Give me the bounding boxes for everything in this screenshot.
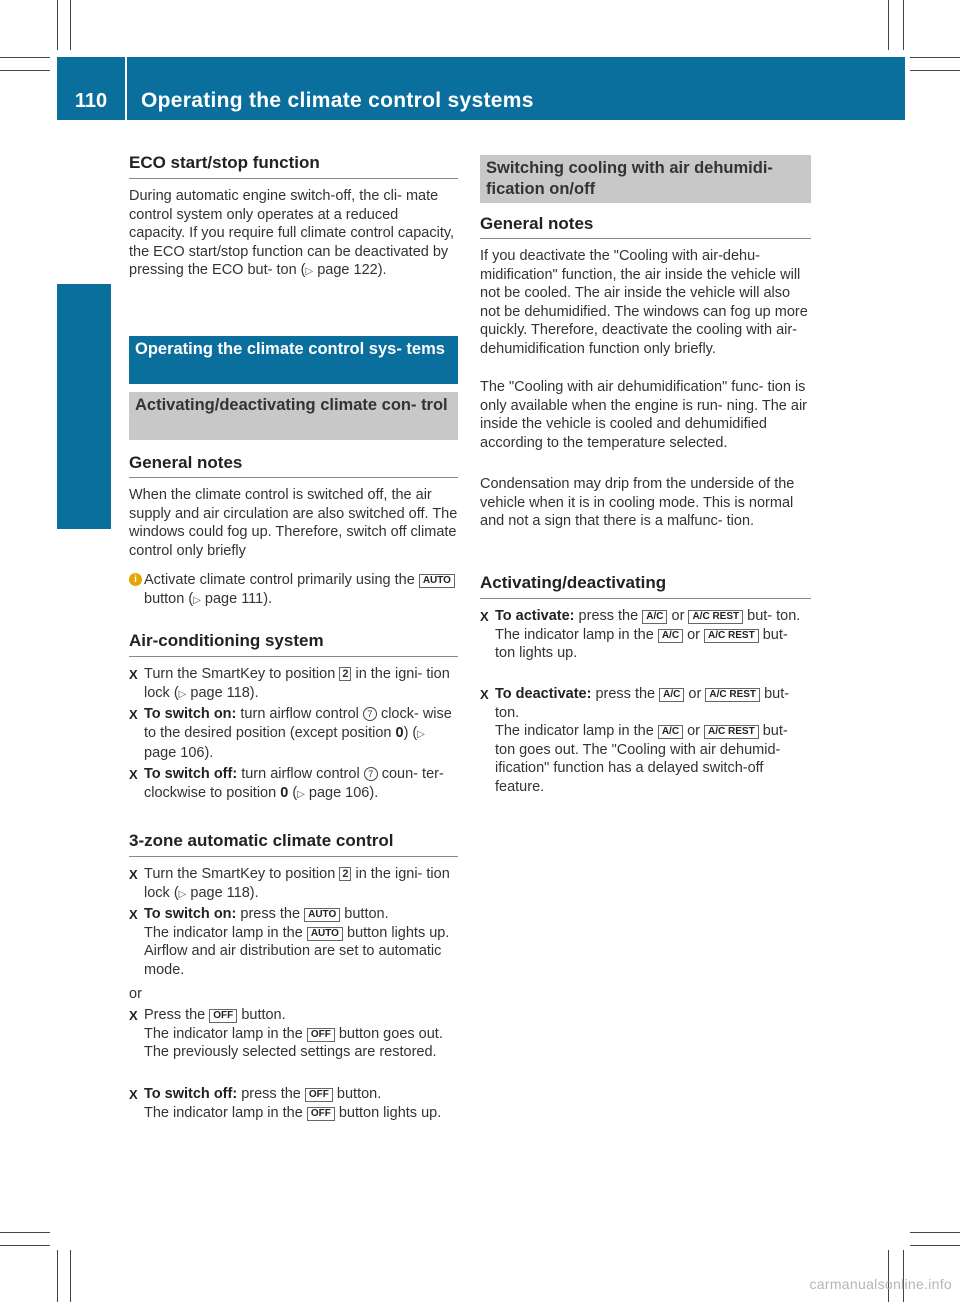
ac-key-icon: A/C xyxy=(642,610,667,624)
ac-rest-key-icon: A/C REST xyxy=(705,688,760,702)
crop-mark xyxy=(910,57,960,58)
section-heading-activating: Activating/deactivating xyxy=(480,573,667,592)
step-bullet-icon: X xyxy=(129,767,138,782)
watermark: carmanualsonline.info xyxy=(809,1276,952,1292)
cooling-paragraph-3: Condensation may drip from the underside of the vehicle when it is in cooling mode. This is normal and not a sign that there is a malfunc- tion. xyxy=(480,476,795,529)
crop-mark xyxy=(70,1250,71,1302)
activate-step: To activate: press the A/C or A/C REST but- ton. The indicator lamp in the A/C or A/C REST but- ton lights up. xyxy=(495,608,801,661)
crop-mark xyxy=(57,1250,58,1302)
section-band-grey: Switching cooling with air dehumidi- fication on/off xyxy=(480,155,811,203)
zone-step-4: To switch off: press the OFF button. The indicator lamp in the OFF button lights up. xyxy=(144,1086,442,1121)
off-key-icon: OFF xyxy=(209,1009,237,1023)
heading-rule xyxy=(129,178,458,179)
crop-mark xyxy=(910,70,960,71)
heading-rule xyxy=(129,856,458,857)
zone-step-1: Turn the SmartKey to position 2 in the igni- tion lock (▷ page 118). xyxy=(144,866,450,901)
heading-rule xyxy=(129,477,458,478)
step-bullet-icon: X xyxy=(129,1087,138,1102)
ac-key-icon: A/C xyxy=(659,688,684,702)
ac-rest-key-icon: A/C REST xyxy=(688,610,743,624)
page-ref-icon: ▷ xyxy=(297,788,305,800)
step-bullet-icon: X xyxy=(129,1008,138,1023)
page-ref-icon: ▷ xyxy=(417,728,425,740)
ac-step-3: To switch off: turn airflow control 7 coun- ter-clockwise to position 0 (▷ page 106). xyxy=(144,766,444,801)
heading-rule xyxy=(480,598,811,599)
zone-step-3: Press the OFF button. The indicator lamp in the OFF button goes out. The previously selected settings are restored. xyxy=(144,1007,443,1060)
auto-key-icon: AUTO xyxy=(419,574,455,588)
page-ref[interactable]: page 122). xyxy=(317,262,387,278)
crop-mark xyxy=(0,1232,50,1233)
page-ref-icon: ▷ xyxy=(178,888,187,900)
crop-mark xyxy=(0,57,50,58)
step-bullet-icon: X xyxy=(129,867,138,882)
crop-mark xyxy=(57,0,58,50)
crop-mark xyxy=(910,1245,960,1246)
position-key-icon: 2 xyxy=(339,867,351,881)
crop-mark xyxy=(910,1232,960,1233)
heading-rule xyxy=(480,238,811,239)
or-text: or xyxy=(129,986,142,1002)
ac-step-2: To switch on: turn airflow control 7 clock- wise to the desired position (except position 0) (▷ page 106). xyxy=(144,706,452,761)
section-heading-3zone: 3-zone automatic climate control xyxy=(129,831,394,850)
section-heading-ac: Air-conditioning system xyxy=(129,631,324,650)
off-key-icon: OFF xyxy=(305,1088,333,1102)
section-band-blue: Operating the climate control sys- tems xyxy=(129,336,458,384)
crop-mark xyxy=(903,0,904,50)
chapter-label: Climate control xyxy=(70,318,97,494)
page-ref-icon: ▷ xyxy=(305,266,314,277)
deactivate-step: To deactivate: press the A/C or A/C REST but- ton. The indicator lamp in the A/C or A/C REST but- ton goes out. The "Cooling with air dehumid- ification" function has a delayed switch-off feature. xyxy=(495,686,790,795)
header-divider xyxy=(125,57,127,120)
control-number-icon: 7 xyxy=(363,707,377,721)
heading-rule xyxy=(129,656,458,657)
off-key-icon: OFF xyxy=(307,1107,335,1121)
section-heading-general: General notes xyxy=(129,453,243,472)
ac-rest-key-icon: A/C REST xyxy=(704,629,759,643)
position-key-icon: 2 xyxy=(339,667,351,681)
section-heading-eco: ECO start/stop function xyxy=(129,153,320,172)
step-bullet-icon: X xyxy=(129,907,138,922)
eco-paragraph xyxy=(129,187,458,282)
ac-step-1: Turn the SmartKey to position 2 in the igni- tion lock (▷ page 118). xyxy=(144,666,450,701)
step-bullet-icon: X xyxy=(480,687,489,702)
auto-key-icon: AUTO xyxy=(304,908,340,922)
crop-mark xyxy=(70,0,71,50)
ac-key-icon: A/C xyxy=(658,629,683,643)
info-icon: i xyxy=(129,573,142,586)
crop-mark xyxy=(888,0,889,50)
step-bullet-icon: X xyxy=(129,707,138,722)
crop-mark xyxy=(0,70,50,71)
ac-rest-key-icon: A/C REST xyxy=(704,725,759,739)
off-key-icon: OFF xyxy=(307,1028,335,1042)
eco-text: During automatic engine switch-off, the cli- mate control system only operates at a reduced capacity. If you require full climate control capacity, the ECO start/stop function can be deactivated by pressing the ECO but- ton ( xyxy=(129,188,455,278)
page-ref-icon: ▷ xyxy=(193,594,201,606)
zone-step-2: To switch on: press the AUTO button. The indicator lamp in the AUTO button lights up. Airflow and air distribution are set to automatic mode. xyxy=(144,906,450,978)
page-ref[interactable]: page 111). xyxy=(204,590,273,607)
page-ref-icon: ▷ xyxy=(178,688,187,700)
step-bullet-icon: X xyxy=(480,609,489,624)
cooling-paragraph-2: The "Cooling with air dehumidification" func- tion is only available when the engine is run- ning. The air inside the vehicle is cooled and dehumidified according to the temperature selected. xyxy=(480,379,807,451)
info-note: Activate climate control primarily using the AUTO button (▷ page 111). xyxy=(144,571,458,610)
cooling-paragraph-1: If you deactivate the "Cooling with air-dehu- midification" function, the air inside the vehicle will not be cooled. The air inside the vehicle will also not be dehumidified. The windows can fog up more quickly. Therefore, deactivate the cooling with air-dehumidification function only briefly. xyxy=(480,248,808,357)
crop-mark xyxy=(0,1245,50,1246)
ac-key-icon: A/C xyxy=(658,725,683,739)
step-bullet-icon: X xyxy=(129,667,138,682)
control-number-icon: 7 xyxy=(364,767,378,781)
page-number: 110 xyxy=(74,90,108,112)
page-title: Operating the climate control systems xyxy=(141,89,534,112)
section-band-grey: Activating/deactivating climate con- trol xyxy=(129,392,458,440)
auto-key-icon: AUTO xyxy=(307,927,343,941)
general-paragraph: When the climate control is switched off, the air supply and air circulation are also switched off. The windows could fog up. Therefore, switch off climate control only briefly xyxy=(129,487,458,559)
section-heading-general: General notes xyxy=(480,214,594,233)
